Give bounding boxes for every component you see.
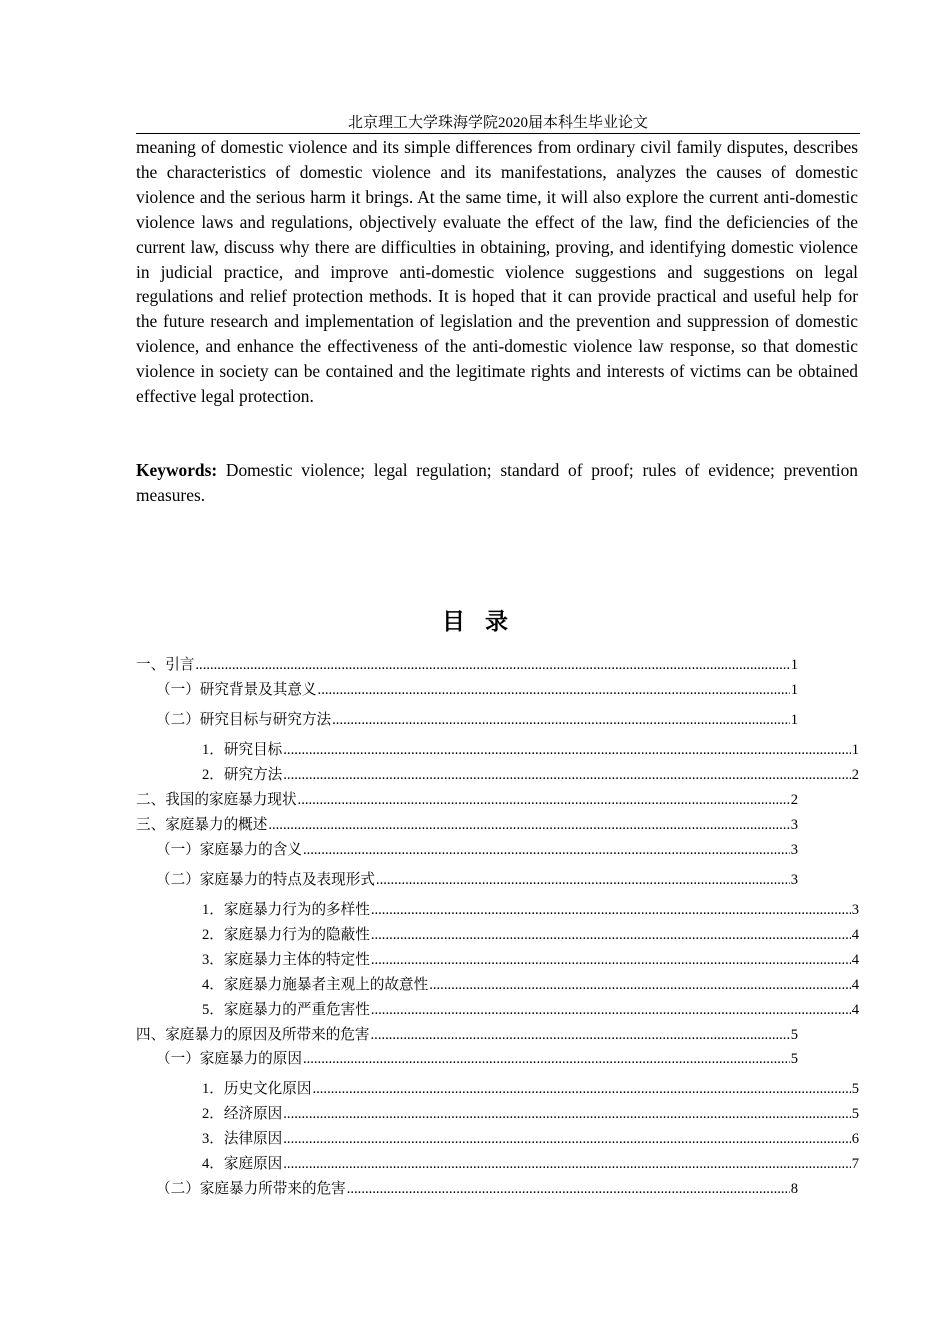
toc-entry[interactable] xyxy=(202,975,859,995)
toc-entry[interactable] xyxy=(202,1129,859,1149)
toc-entry-page: 5 xyxy=(790,1027,798,1043)
toc-leader xyxy=(371,925,851,945)
toc-entry-title: 3．法律原因 xyxy=(202,1131,283,1147)
toc-entry-title: （二）家庭暴力所带来的危害 xyxy=(156,1181,346,1197)
toc-leader xyxy=(371,1025,790,1045)
toc-entry-title: 3．家庭暴力主体的特定性 xyxy=(202,952,370,968)
toc-entry-title: 1．研究目标 xyxy=(202,742,283,758)
toc-entry-page: 1 xyxy=(790,657,798,673)
toc-leader xyxy=(312,1079,850,1099)
toc-entry-title: 三、家庭暴力的概述 xyxy=(136,817,268,833)
toc-entry-page: 1 xyxy=(790,682,798,698)
toc-entry-page: 5 xyxy=(851,1081,859,1097)
toc-leader xyxy=(347,1179,790,1199)
toc-leader xyxy=(371,950,851,970)
toc-entry-title: （二）家庭暴力的特点及表现形式 xyxy=(156,872,375,888)
toc-entry[interactable] xyxy=(202,900,859,920)
toc-entry-title: （一）家庭暴力的含义 xyxy=(156,842,302,858)
toc-leader xyxy=(303,1049,790,1069)
toc-entry[interactable] xyxy=(202,1000,859,1020)
toc-entry-page: 4 xyxy=(851,952,859,968)
keywords-label: Keywords: xyxy=(136,460,218,480)
toc-leader xyxy=(318,680,790,700)
toc-entry-title: 二、我国的家庭暴力现状 xyxy=(136,792,297,808)
toc-entry-title: 四、家庭暴力的原因及所带来的危害 xyxy=(136,1027,370,1043)
toc-entry-title: 5．家庭暴力的严重危害性 xyxy=(202,1002,370,1018)
toc-entry-page: 4 xyxy=(851,977,859,993)
toc-entry[interactable] xyxy=(202,1104,859,1124)
toc-entry-page: 5 xyxy=(851,1106,859,1122)
toc-entry-page: 7 xyxy=(851,1156,859,1172)
toc-entry[interactable] xyxy=(156,1049,798,1069)
toc-entry[interactable] xyxy=(136,790,798,810)
toc-entry[interactable] xyxy=(202,925,859,945)
toc-leader xyxy=(303,840,790,860)
toc-entry[interactable] xyxy=(202,950,859,970)
abstract-paragraph: meaning of domestic violence and its simple differences from ordinary civil family disputes, describes the characteristics of domestic violence and its manifestations, analyzes the causes of domestic violence and the serious harm it brings. At the same time, it will also explore the current anti-domestic violence laws and regulations, objectively evaluate the effect of the law, find the deficiencies of the current law, discuss why there are difficulties in obtaining, proving, and identifying domestic violence in judicial practice, and improve anti-domestic violence suggestions and suggestions on legal regulations and relief protection methods. It is hoped that it can provide practical and useful help for the future research and implementation of legislation and the prevention and suppression of domestic violence, and enhance the effectiveness of the anti-domestic violence law response, so that domestic violence in society can be contained and the legitimate rights and interests of victims can be obtained effective legal protection. xyxy=(136,137,858,407)
toc-entry[interactable] xyxy=(202,765,859,785)
toc-entry[interactable] xyxy=(202,740,859,760)
toc-entry-page: 1 xyxy=(790,712,798,728)
toc-entry[interactable] xyxy=(202,1079,859,1099)
toc-leader xyxy=(283,1129,850,1149)
toc-entry-title: 2．经济原因 xyxy=(202,1106,283,1122)
toc-leader xyxy=(283,740,850,760)
toc-entry[interactable] xyxy=(156,710,798,730)
toc-entry[interactable] xyxy=(156,680,798,700)
toc-leader xyxy=(195,655,789,675)
toc-entry[interactable] xyxy=(156,870,798,890)
toc-leader xyxy=(298,790,790,810)
toc-entry-page: 3 xyxy=(851,902,859,918)
toc-leader xyxy=(283,765,850,785)
toc-entry-page: 6 xyxy=(851,1131,859,1147)
toc-leader xyxy=(371,1000,851,1020)
toc-entry-page: 4 xyxy=(851,927,859,943)
toc-entry-page: 8 xyxy=(790,1181,798,1197)
toc-entry-page: 2 xyxy=(790,792,798,808)
toc-leader xyxy=(283,1154,850,1174)
toc-leader xyxy=(429,975,850,995)
toc-leader xyxy=(283,1104,850,1124)
toc-entry-title: （一）研究背景及其意义 xyxy=(156,682,317,698)
toc-entry-title: 4．家庭暴力施暴者主观上的故意性 xyxy=(202,977,429,993)
toc-entry-title: （一）家庭暴力的原因 xyxy=(156,1051,302,1067)
toc-leader xyxy=(371,900,851,920)
toc-entry-page: 5 xyxy=(790,1051,798,1067)
toc-entry[interactable] xyxy=(136,815,798,835)
page-header: 北京理工大学珠海学院2020届本科生毕业论文 xyxy=(347,115,648,131)
toc-entry[interactable] xyxy=(202,1154,859,1174)
toc-entry-title: 4．家庭原因 xyxy=(202,1156,283,1172)
toc-title: 目录 xyxy=(442,609,528,634)
toc-entry[interactable] xyxy=(136,1025,798,1045)
toc-entry[interactable] xyxy=(156,840,798,860)
toc-leader xyxy=(376,870,790,890)
toc-entry-title: （二）研究目标与研究方法 xyxy=(156,712,332,728)
toc-entry[interactable] xyxy=(156,1179,798,1199)
keywords-paragraph xyxy=(136,458,858,508)
toc-entry[interactable] xyxy=(136,655,798,675)
toc-entry-page: 2 xyxy=(851,767,859,783)
toc-entry-title: 2．研究方法 xyxy=(202,767,283,783)
toc-entry-title: 一、引言 xyxy=(136,657,195,673)
header-rule xyxy=(136,133,860,134)
toc-entry-title: 1．历史文化原因 xyxy=(202,1081,312,1097)
toc-leader xyxy=(268,815,789,835)
toc-entry-page: 1 xyxy=(851,742,859,758)
toc-entry-title: 1．家庭暴力行为的多样性 xyxy=(202,902,370,918)
toc-entry-title: 2．家庭暴力行为的隐蔽性 xyxy=(202,927,370,943)
toc-entry-page: 3 xyxy=(790,842,798,858)
toc-entry-page: 4 xyxy=(851,1002,859,1018)
toc-leader xyxy=(332,710,790,730)
toc-entry-page: 3 xyxy=(790,817,798,833)
keywords-text: Domestic violence; legal regulation; standard of proof; rules of evidence; prevention measures. xyxy=(136,460,858,505)
toc-entry-page: 3 xyxy=(790,872,798,888)
